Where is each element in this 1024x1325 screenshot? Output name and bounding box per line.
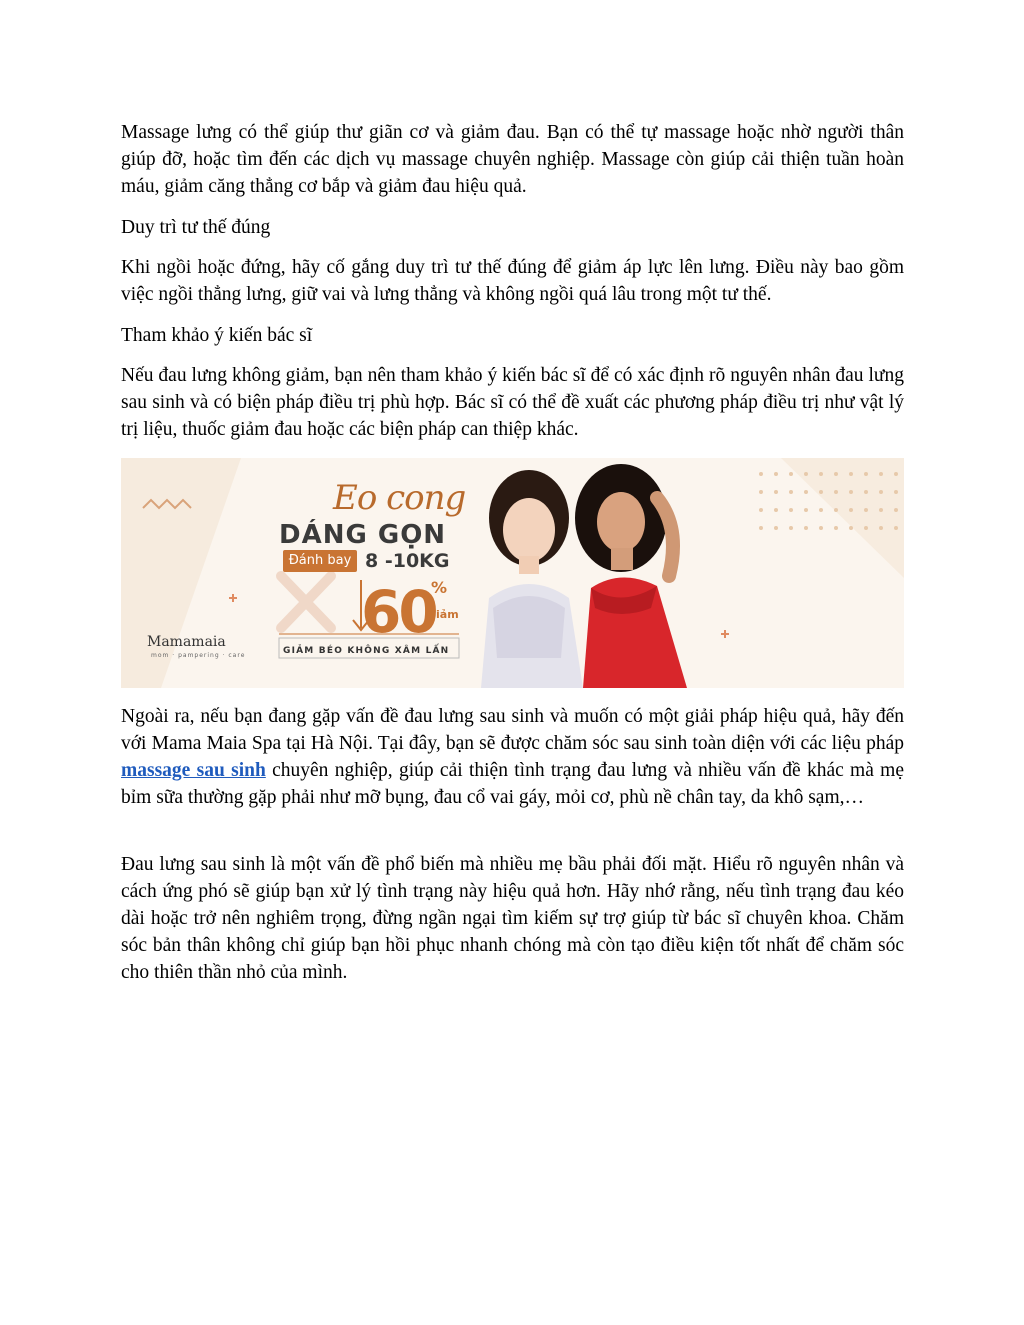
- banner-tag: Đánh bay: [283, 550, 357, 572]
- banner-percent-label: Giảm: [427, 608, 459, 621]
- massage-sau-sinh-link[interactable]: massage sau sinh: [121, 760, 266, 781]
- banner-logo-tagline: mom · pampering · care: [151, 652, 246, 659]
- paragraph-conclusion: Đau lưng sau sinh là một vấn đề phổ biến mà nhiều mẹ bầu phải đối mặt. Hiểu rõ nguyên nhân và cách ứng phó sẽ giúp bạn xử lý tình trạng này hiệu quả hơn. Hãy nhớ rằng, nếu tình trạng đau kéo dài hoặc trở nên nghiêm trọng, đừng ngần ngại tìm kiếm sự trợ giúp từ bác sĩ chuyên khoa. Chăm sóc bản thân không chỉ giúp bạn hồi phục nhanh chóng mà còn tạo điều kiện tốt nhất để chăm sóc cho thiên thần nhỏ của mình.: [121, 854, 904, 983]
- banner-subheadline: DÁNG GỌN: [279, 520, 447, 550]
- banner-slogan: GIẢM BÉO KHÔNG XÂM LẤN: [283, 646, 450, 656]
- paragraph-doctor: Nếu đau lưng không giảm, bạn nên tham khảo ý kiến bác sĩ để có xác định rõ nguyên nhân đau lưng sau sinh và có biện pháp điều trị phù hợp. Bác sĩ có thể đề xuất các phương pháp điều trị như vật lý trị liệu, thuốc giảm đau hoặc các biện pháp can thiệp khác.: [121, 365, 904, 440]
- paragraph-spa: [121, 703, 904, 811]
- paragraph-spa-text-2: chuyên nghiệp, giúp cải thiện tình trạng đau lưng và nhiều vấn đề khác mà mẹ bỉm sữa thường gặp phải như mỡ bụng, đau cổ vai gáy, mỏi cơ, phù nề chân tay, da khô sạm,…: [121, 760, 904, 808]
- paragraph-posture: Khi ngồi hoặc đứng, hãy cố gắng duy trì tư thế đúng để giảm áp lực lên lưng. Điều này bao gồm việc ngồi thẳng lưng, giữ vai và lưng thẳng và không ngồi quá lâu trong một tư thế.: [121, 257, 904, 305]
- banner-logo: Mamamaia: [147, 634, 226, 650]
- banner-percent-sign: %: [431, 578, 448, 597]
- heading-doctor: Tham khảo ý kiến bác sĩ: [121, 325, 313, 346]
- heading-posture: Duy trì tư thế đúng: [121, 217, 271, 238]
- promo-banner-image: [121, 458, 904, 688]
- banner-headline: Eo cong: [333, 478, 466, 518]
- banner-percent: 60: [361, 578, 436, 646]
- banner-weight: 8 -10KG: [365, 550, 450, 572]
- paragraph-spa-text-1: Ngoài ra, nếu bạn đang gặp vấn đề đau lưng sau sinh và muốn có một giải pháp hiệu quả, hãy đến với Mama Maia Spa tại Hà Nội. Tại đây, bạn sẽ được chăm sóc sau sinh toàn diện với các liệu pháp: [121, 706, 904, 754]
- paragraph-massage: Massage lưng có thể giúp thư giãn cơ và giảm đau. Bạn có thể tự massage hoặc nhờ người thân giúp đỡ, hoặc tìm đến các dịch vụ massage chuyên nghiệp. Massage còn giúp cải thiện tuần hoàn máu, giảm căng thẳng cơ bắp và giảm đau hiệu quả.: [121, 122, 904, 197]
